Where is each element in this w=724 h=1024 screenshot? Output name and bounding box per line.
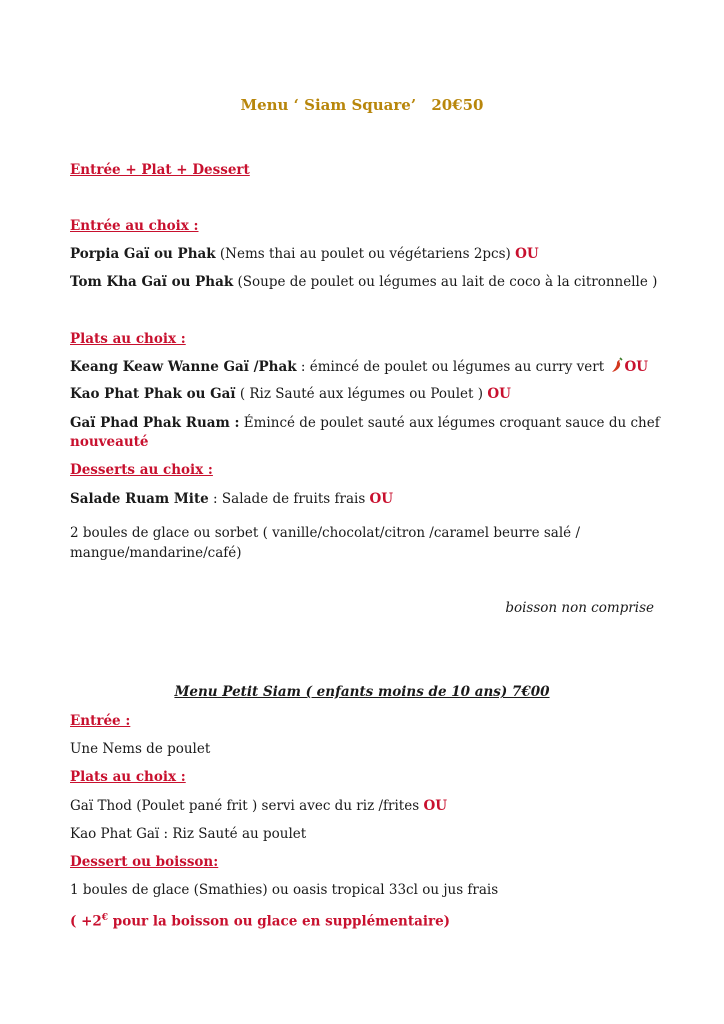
dessert-item-desc: : Salade de fruits frais bbox=[208, 491, 370, 507]
desserts-heading: Desserts au choix : bbox=[70, 462, 213, 478]
menu-price: 20€50 bbox=[431, 96, 484, 114]
kids-plat-item-1 bbox=[70, 797, 447, 815]
entree-item-1 bbox=[70, 245, 539, 263]
nouveaute-tag: nouveauté bbox=[70, 434, 149, 450]
kids-plats-heading: Plats au choix : bbox=[70, 769, 186, 785]
chili-pepper-icon bbox=[610, 357, 624, 378]
ou-label: OU bbox=[369, 491, 394, 507]
kids-dessert-heading: Dessert ou boisson: bbox=[70, 854, 219, 870]
plat-item-name: Gaï Phad Phak Ruam : bbox=[70, 415, 240, 431]
kids-dessert-item: 1 boules de glace (Smathies) ou oasis tropical 33cl ou jus frais bbox=[70, 882, 499, 898]
plat-item-desc: : émincé de poulet ou légumes au curry vert bbox=[296, 359, 609, 375]
formula: Entrée + Plat + Dessert bbox=[70, 162, 250, 178]
plat-item-name: Keang Keaw Wanne Gaï /Phak bbox=[70, 359, 297, 375]
ou-label: OU bbox=[423, 798, 447, 814]
supplement-currency: € bbox=[101, 913, 109, 923]
plat-item-3 bbox=[70, 414, 660, 432]
kids-plat-item-2: Kao Phat Gaï : Riz Sauté au poulet bbox=[70, 826, 307, 842]
entree-item-2 bbox=[70, 273, 657, 291]
entree-item-desc: (Nems thai au poulet ou végétariens 2pcs) bbox=[215, 246, 516, 262]
dessert-item-name: Salade Ruam Mite bbox=[70, 491, 209, 507]
supplement-rest: pour la boisson ou glace en supplémentaire) bbox=[108, 913, 451, 930]
entree-item-name: Porpia Gaï ou Phak bbox=[70, 246, 216, 262]
entree-item-name: Tom Kha Gaï ou Phak bbox=[70, 274, 234, 290]
kids-menu-title: Menu Petit Siam ( enfants moins de 10 ans) 7€00 bbox=[174, 684, 550, 700]
plat-item-1 bbox=[70, 357, 648, 378]
glace-line-1: 2 boules de glace ou sorbet ( vanille/chocolat/citron /caramel beurre salé / bbox=[70, 525, 581, 541]
entree-item-desc: (Soupe de poulet ou légumes au lait de coco à la citronnelle ) bbox=[233, 274, 658, 290]
glace-line-2: mangue/mandarine/café) bbox=[70, 545, 242, 561]
menu-title-name: Menu ‘ Siam Square’ bbox=[240, 96, 417, 114]
supplement-open: ( +2 bbox=[70, 913, 102, 930]
kids-entree-heading: Entrée : bbox=[70, 713, 131, 729]
drink-note: boisson non comprise bbox=[505, 600, 654, 616]
ou-label: OU bbox=[515, 246, 539, 262]
entrees-heading: Entrée au choix : bbox=[70, 218, 199, 234]
kids-entree-item: Une Nems de poulet bbox=[70, 741, 211, 757]
kids-plat-desc: Gaï Thod (Poulet pané frit ) servi avec du riz /frites bbox=[70, 798, 424, 814]
ou-label: OU bbox=[624, 359, 648, 375]
dessert-item-1 bbox=[70, 490, 393, 508]
plat-item-desc: ( Riz Sauté aux légumes ou Poulet ) bbox=[235, 386, 488, 402]
ou-label: OU bbox=[487, 386, 511, 402]
supplement-note bbox=[70, 909, 450, 931]
plat-item-desc: Émincé de poulet sauté aux légumes croquant sauce du chef bbox=[239, 415, 660, 431]
plat-item-name: Kao Phat Phak ou Gaï bbox=[70, 386, 236, 402]
plats-heading: Plats au choix : bbox=[70, 331, 186, 347]
plat-item-2 bbox=[70, 385, 511, 403]
menu-title bbox=[0, 96, 724, 114]
